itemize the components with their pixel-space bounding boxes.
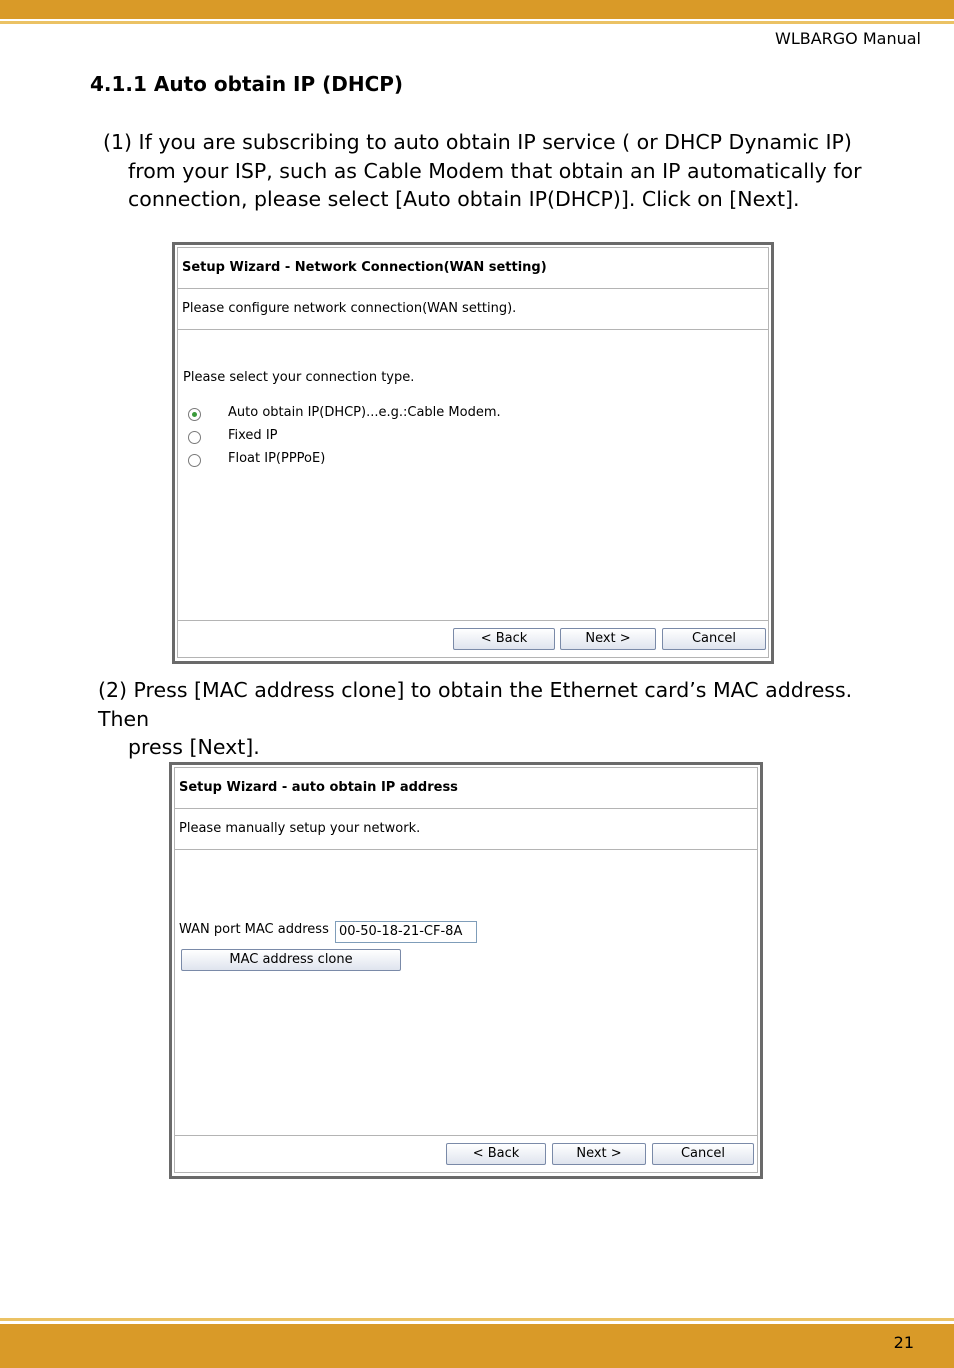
wizard-1-title: Setup Wizard - Network Connection(WAN setting) bbox=[177, 247, 769, 289]
wizard-wan-setting-panel bbox=[172, 242, 774, 664]
wizard-1-footer bbox=[177, 620, 769, 658]
top-accent-line bbox=[0, 21, 954, 24]
cancel-button[interactable]: Cancel bbox=[652, 1143, 754, 1165]
back-button[interactable]: < Back bbox=[446, 1143, 546, 1165]
manual-title: WLBARGO Manual bbox=[775, 29, 921, 48]
section-heading: 4.1.1 Auto obtain IP (DHCP) bbox=[90, 72, 404, 96]
next-button[interactable]: Next > bbox=[560, 628, 656, 650]
bottom-accent-line bbox=[0, 1318, 954, 1321]
step-2-line-1: (2) Press [MAC address clone] to obtain the Ethernet card’s MAC address. Then bbox=[98, 678, 853, 731]
step-1-line-3: connection, please select [Auto obtain IP(DHCP)]. Click on [Next]. bbox=[128, 187, 800, 211]
wan-mac-label: WAN port MAC address bbox=[179, 922, 329, 937]
option-fixed-ip-label: Fixed IP bbox=[228, 428, 278, 443]
top-accent-bar bbox=[0, 0, 954, 19]
next-button[interactable]: Next > bbox=[552, 1143, 646, 1165]
radio-float-ip-pppoe[interactable] bbox=[188, 454, 201, 467]
connection-type-prompt: Please select your connection type. bbox=[183, 370, 415, 385]
step-1-paragraph bbox=[103, 128, 863, 214]
wizard-2-title: Setup Wizard - auto obtain IP address bbox=[174, 767, 758, 809]
page-number: 21 bbox=[893, 1333, 914, 1352]
radio-auto-obtain-ip[interactable] bbox=[188, 408, 201, 421]
option-float-ip-label: Float IP(PPPoE) bbox=[228, 451, 326, 466]
wizard-2-footer bbox=[174, 1135, 758, 1173]
radio-fixed-ip[interactable] bbox=[188, 431, 201, 444]
step-2-line-2: press [Next]. bbox=[128, 735, 260, 759]
step-1-line-2: from your ISP, such as Cable Modem that obtain an IP automatically for bbox=[128, 158, 862, 183]
wan-mac-address-field[interactable]: 00-50-18-21-CF-8A bbox=[335, 921, 477, 943]
wizard-2-body bbox=[174, 849, 758, 1136]
wizard-1-body bbox=[177, 329, 769, 621]
option-auto-obtain-ip-label: Auto obtain IP(DHCP)...e.g.:Cable Modem. bbox=[228, 405, 501, 420]
step-2-paragraph bbox=[98, 676, 898, 762]
bottom-accent-bar bbox=[0, 1324, 954, 1368]
wizard-auto-obtain-ip-panel bbox=[169, 762, 763, 1179]
wizard-2-subtitle: Please manually setup your network. bbox=[174, 808, 758, 850]
wizard-1-subtitle: Please configure network connection(WAN setting). bbox=[177, 288, 769, 330]
cancel-button[interactable]: Cancel bbox=[662, 628, 766, 650]
step-1-line-1: (1) If you are subscribing to auto obtain IP service ( or DHCP Dynamic IP) bbox=[103, 130, 852, 154]
back-button[interactable]: < Back bbox=[453, 628, 555, 650]
mac-address-clone-button[interactable]: MAC address clone bbox=[181, 949, 401, 971]
